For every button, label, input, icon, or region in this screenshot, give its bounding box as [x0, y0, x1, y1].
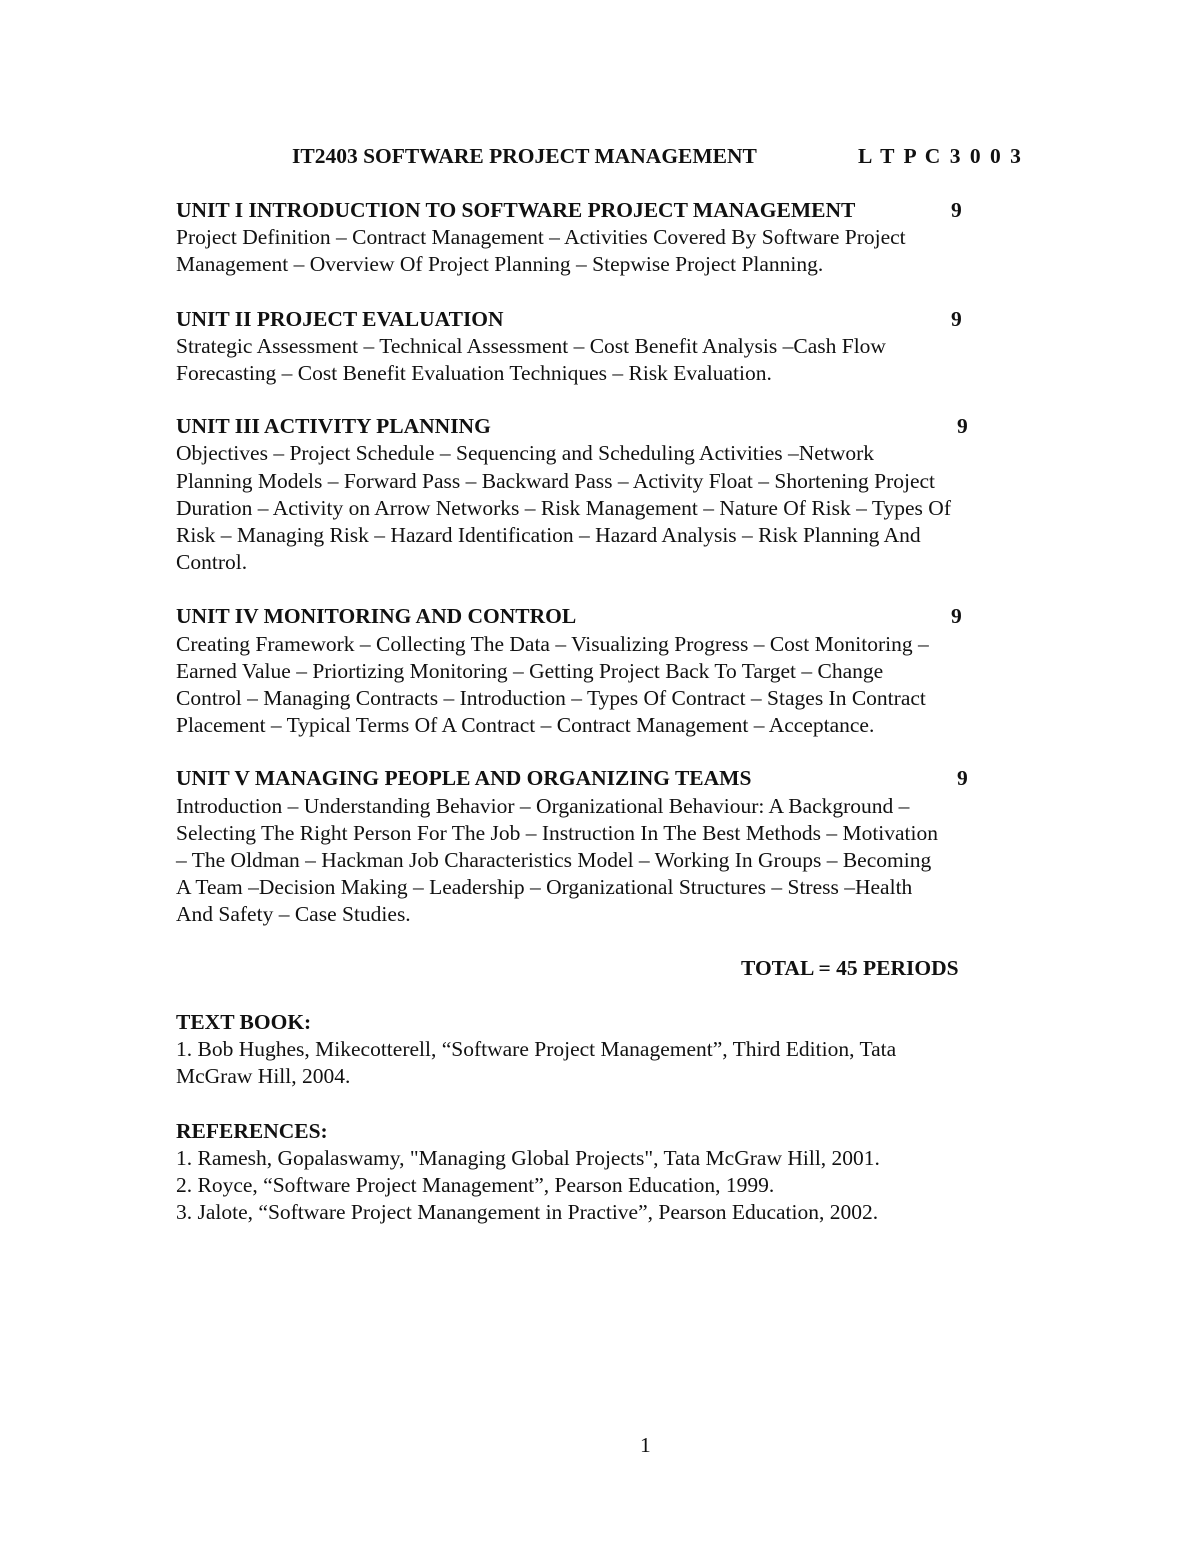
unit-1-text-line: Project Definition – Contract Management – Activities Covered By Software Project: [176, 225, 906, 249]
total-periods: TOTAL = 45 PERIODS: [741, 956, 959, 980]
unit-1-periods: 9: [951, 198, 962, 222]
textbook-heading: TEXT BOOK:: [176, 1010, 312, 1034]
unit-5-text-line: Selecting The Right Person For The Job – Instruction In The Best Methods – Motivation: [176, 821, 939, 845]
unit-3-text-line: Control.: [176, 550, 248, 574]
unit-5-text-line: – The Oldman – Hackman Job Characteristics Model – Working In Groups – Becoming: [176, 848, 932, 872]
course-title: IT2403 SOFTWARE PROJECT MANAGEMENT: [292, 144, 757, 168]
unit-3-periods: 9: [957, 414, 968, 438]
unit-1-text-line: Management – Overview Of Project Planning – Stepwise Project Planning.: [176, 252, 824, 276]
unit-5-text-line: Introduction – Understanding Behavior – Organizational Behaviour: A Background –: [176, 794, 910, 818]
unit-3-text-line: Duration – Activity on Arrow Networks – Risk Management – Nature Of Risk – Types Of: [176, 496, 951, 520]
unit-5-text-line: And Safety – Case Studies.: [176, 902, 411, 926]
unit-4-text-line: Creating Framework – Collecting The Data – Visualizing Progress – Cost Monitoring –: [176, 632, 929, 656]
textbook-line: 1. Bob Hughes, Mikecotterell, “Software Project Management”, Third Edition, Tata: [176, 1037, 897, 1061]
textbook-line: McGraw Hill, 2004.: [176, 1064, 351, 1088]
unit-4-text-line: Control – Managing Contracts – Introduction – Types Of Contract – Stages In Contract: [176, 686, 926, 710]
unit-4-periods: 9: [951, 604, 962, 628]
unit-2-text-line: Strategic Assessment – Technical Assessment – Cost Benefit Analysis –Cash Flow: [176, 334, 886, 358]
unit-5-periods: 9: [957, 766, 968, 790]
reference-item: 3. Jalote, “Software Project Manangement in Practive”, Pearson Education, 2002.: [176, 1200, 879, 1224]
unit-5-text-line: A Team –Decision Making – Leadership – Organizational Structures – Stress –Health: [176, 875, 913, 899]
unit-3-heading: UNIT III ACTIVITY PLANNING: [176, 414, 491, 438]
unit-3-text-line: Objectives – Project Schedule – Sequencing and Scheduling Activities –Network: [176, 441, 875, 465]
ltpc-credits: L T P C 3 0 0 3: [858, 144, 1023, 168]
unit-5-heading: UNIT V MANAGING PEOPLE AND ORGANIZING TEAMS: [176, 766, 752, 790]
unit-3-text-line: Planning Models – Forward Pass – Backward Pass – Activity Float – Shortening Project: [176, 469, 936, 493]
reference-item: 1. Ramesh, Gopalaswamy, "Managing Global Projects", Tata McGraw Hill, 2001.: [176, 1146, 880, 1170]
unit-2-text-line: Forecasting – Cost Benefit Evaluation Techniques – Risk Evaluation.: [176, 361, 772, 385]
unit-4-text-line: Earned Value – Priortizing Monitoring – Getting Project Back To Target – Change: [176, 659, 884, 683]
unit-1-heading: UNIT I INTRODUCTION TO SOFTWARE PROJECT MANAGEMENT: [176, 198, 856, 222]
unit-3-text-line: Risk – Managing Risk – Hazard Identification – Hazard Analysis – Risk Planning And: [176, 523, 921, 547]
unit-4-text-line: Placement – Typical Terms Of A Contract – Contract Management – Acceptance.: [176, 713, 875, 737]
references-heading: REFERENCES:: [176, 1119, 328, 1143]
unit-2-heading: UNIT II PROJECT EVALUATION: [176, 307, 504, 331]
unit-4-heading: UNIT IV MONITORING AND CONTROL: [176, 604, 577, 628]
reference-item: 2. Royce, “Software Project Management”, Pearson Education, 1999.: [176, 1173, 775, 1197]
unit-2-periods: 9: [951, 307, 962, 331]
page-number: 1: [640, 1433, 651, 1457]
